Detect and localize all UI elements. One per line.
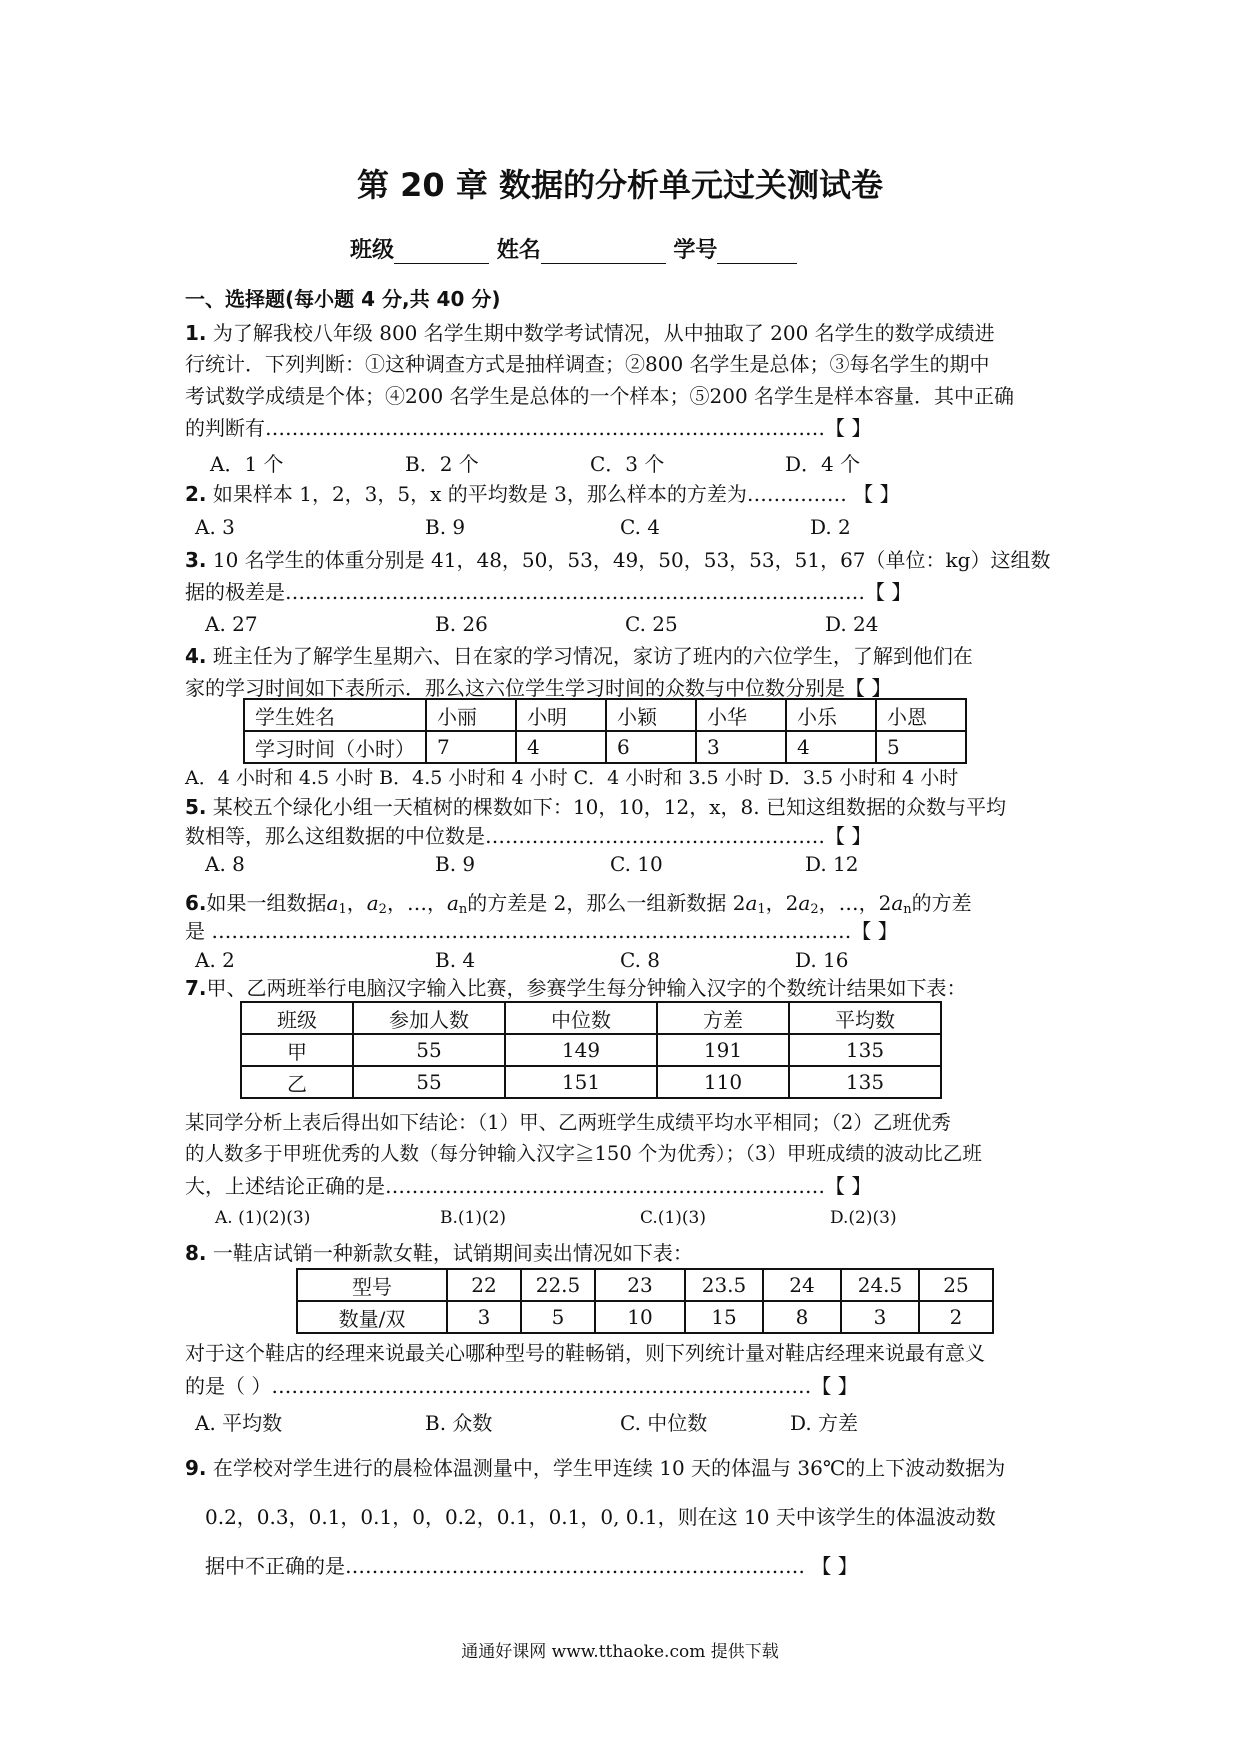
- table-cell: 24: [763, 1269, 841, 1301]
- table-cell: 班级: [241, 1002, 353, 1034]
- question-8-line-1: [185, 1240, 693, 1266]
- table-cell: 6: [606, 731, 696, 763]
- class-blank[interactable]: [394, 239, 489, 264]
- page-footer: 通通好课网 www.tthaoke.com 提供下载: [461, 1642, 779, 1662]
- table-cell: 学生姓名: [244, 699, 426, 731]
- table-cell: 5: [876, 731, 966, 763]
- table-cell: 3: [447, 1301, 521, 1333]
- variable-a: a: [798, 891, 811, 915]
- table-cell: 小乐: [786, 699, 876, 731]
- options-line[interactable]: A．4 小时和 4.5 小时 B．4.5 小时和 4 小时 C．4 小时和 3.5 小时 D．3.5 小时和 4 小时: [185, 767, 959, 789]
- question-1-line-3: 考试数学成绩是个体；④200 名学生是总体的一个样本；⑤200 名学生是样本容量．其中正确: [185, 384, 1015, 408]
- subscript: 1: [338, 902, 347, 917]
- table-cell: 型号: [297, 1269, 447, 1301]
- table-cell: 2: [919, 1301, 993, 1333]
- question-number: 1.: [185, 321, 207, 345]
- table-cell: 151: [505, 1066, 657, 1098]
- table-cell: 3: [841, 1301, 919, 1333]
- question-number: 2.: [185, 482, 207, 506]
- question-5-line-2: 数相等，那么这组数据的中位数是……………………………………………【 】: [185, 824, 872, 848]
- table-cell: 参加人数: [353, 1002, 505, 1034]
- typing-contest-table: [240, 1001, 942, 1099]
- option-c[interactable]: C. 4: [620, 515, 661, 539]
- question-text: 的方差是 2，那么一组新数据 2: [467, 891, 746, 915]
- question-number: 6.: [185, 891, 207, 915]
- question-text: 在学校对学生进行的晨检体温测量中，学生甲连续 10 天的体温与 36℃的上下波动数据为: [212, 1456, 1006, 1480]
- table-cell: 4: [516, 731, 606, 763]
- option-a[interactable]: A. 27: [205, 612, 258, 636]
- option-c[interactable]: C．3 个: [590, 452, 665, 476]
- id-label: 学号: [673, 238, 718, 263]
- question-number: 7.: [185, 976, 207, 1000]
- question-7-line-1: [185, 975, 967, 1001]
- question-7-line-3: 的人数多于甲班优秀的人数（每分钟输入汉字≧150 个为优秀）；（3）甲班成绩的波动比乙班: [185, 1142, 982, 1165]
- table-row: [297, 1301, 993, 1333]
- option-d[interactable]: D. 2: [810, 515, 851, 539]
- subscript: n: [458, 902, 468, 917]
- table-cell: 3: [696, 731, 786, 763]
- ellipsis: …，: [406, 891, 447, 915]
- question-text: 的方差: [911, 891, 972, 915]
- table-row: [241, 1002, 941, 1034]
- question-9-line-1: [185, 1455, 1005, 1481]
- table-cell: 4: [786, 731, 876, 763]
- coefficient: 2: [785, 891, 799, 915]
- question-9-line-2: 0.2，0.3，0.1，0.1，0，0.2，0.1，0.1，0, 0.1，则在这 10 天中该学生的体温波动数: [205, 1505, 996, 1529]
- question-7-line-2: 某同学分析上表后得出如下结论：（1）甲、乙两班学生成绩平均水平相同；（2）乙班优秀: [185, 1111, 951, 1134]
- option-b[interactable]: B. 众数: [425, 1411, 493, 1435]
- option-c[interactable]: C. 25: [625, 612, 678, 636]
- subscript: 2: [810, 902, 819, 917]
- table-cell: 学习时间（小时）: [244, 731, 426, 763]
- subscript: 1: [757, 902, 766, 917]
- table-cell: 135: [789, 1066, 941, 1098]
- option-a[interactable]: A．1 个: [210, 452, 284, 476]
- table-cell: 191: [657, 1034, 789, 1066]
- table-cell: 22.5: [521, 1269, 595, 1301]
- option-b[interactable]: B. 26: [435, 612, 488, 636]
- table-cell: 55: [353, 1034, 505, 1066]
- separator: ，: [818, 891, 839, 915]
- table-cell: 15: [685, 1301, 763, 1333]
- question-3-line-2: 据的极差是……………………………………………………………………………【 】: [185, 580, 912, 604]
- question-6-line-2: 是 ……………………………………………………………………………………【 】: [185, 919, 898, 943]
- option-c[interactable]: C. 10: [610, 852, 663, 876]
- question-number: 5.: [185, 795, 207, 819]
- variable-a: a: [366, 891, 379, 915]
- variable-a: a: [891, 891, 904, 915]
- question-text: 如果一组数据: [206, 891, 327, 915]
- table-cell: 乙: [241, 1066, 353, 1098]
- class-label: 班级: [350, 238, 395, 263]
- question-9-line-3: 据中不正确的是…………………………………………………………… 【 】: [205, 1554, 858, 1578]
- question-text: 甲、乙两班举行电脑汉字输入比赛，参赛学生每分钟输入汉字的个数统计结果如下表：: [206, 976, 967, 1000]
- study-time-table: [243, 698, 967, 764]
- option-b[interactable]: B. 4: [435, 948, 476, 972]
- subscript: 2: [378, 902, 387, 917]
- option-d[interactable]: D．4 个: [785, 452, 861, 476]
- table-row: [297, 1269, 993, 1301]
- question-text: 一鞋店试销一种新款女鞋，试销期间卖出情况如下表：: [212, 1241, 693, 1265]
- name-label: 姓名: [496, 238, 541, 263]
- question-text: 某校五个绿化小组一天植树的棵数如下：10，10，12，x，8. 已知这组数据的众数与平均: [212, 795, 1006, 819]
- page-title: 第 20 章 数据的分析单元过关测试卷: [357, 166, 883, 204]
- table-cell: 110: [657, 1066, 789, 1098]
- option-d[interactable]: D. 12: [805, 852, 859, 876]
- question-text: 为了解我校八年级 800 名学生期中数学考试情况，从中抽取了 200 名学生的数学成绩进: [212, 321, 995, 345]
- table-row: [244, 731, 966, 763]
- option-d[interactable]: D. 16: [795, 948, 849, 972]
- table-cell: 7: [426, 731, 516, 763]
- question-2-line-1: [185, 481, 900, 507]
- option-a[interactable]: A. 3: [195, 515, 235, 539]
- option-d[interactable]: D. 24: [825, 612, 879, 636]
- separator: ，: [386, 891, 407, 915]
- table-cell: 8: [763, 1301, 841, 1333]
- table-cell: 小明: [516, 699, 606, 731]
- subscript: n: [903, 902, 912, 917]
- table-row: [241, 1066, 941, 1098]
- table-cell: 149: [505, 1034, 657, 1066]
- option-a[interactable]: A. (1)(2)(3): [215, 1208, 311, 1228]
- table-row: [241, 1034, 941, 1066]
- table-cell: 22: [447, 1269, 521, 1301]
- variable-a: a: [326, 891, 339, 915]
- table-cell: 23: [595, 1269, 685, 1301]
- name-blank[interactable]: [541, 239, 666, 264]
- table-cell: 小恩: [876, 699, 966, 731]
- table-cell: 5: [521, 1301, 595, 1333]
- table-cell: 24.5: [841, 1269, 919, 1301]
- question-number: 3.: [185, 548, 207, 572]
- question-5-line-1: [185, 794, 1006, 820]
- table-row: [244, 699, 966, 731]
- question-1-line-2: 行统计．下列判断：①这种调查方式是抽样调查；②800 名学生是总体；③每名学生的期中: [185, 352, 990, 376]
- option-c[interactable]: C.(1)(3): [640, 1208, 706, 1228]
- question-text: 如果样本 1，2，3，5，x 的平均数是 3，那么样本的方差为…………… 【 】: [212, 482, 900, 506]
- option-d[interactable]: D.(2)(3): [830, 1208, 897, 1228]
- option-b[interactable]: B．2 个: [405, 452, 479, 476]
- option-a[interactable]: A. 2: [195, 948, 235, 972]
- separator: ，: [346, 891, 367, 915]
- option-b[interactable]: B. 9: [435, 852, 476, 876]
- table-cell: 135: [789, 1034, 941, 1066]
- table-cell: 数量/双: [297, 1301, 447, 1333]
- section-heading: 一、选择题(每小题 4 分,共 40 分): [185, 287, 501, 311]
- id-blank[interactable]: [717, 239, 797, 264]
- table-cell: 小丽: [426, 699, 516, 731]
- table-cell: 甲: [241, 1034, 353, 1066]
- table-cell: 小颖: [606, 699, 696, 731]
- question-text: 班主任为了解学生星期六、日在家的学习情况，家访了班内的六位学生，了解到他们在: [212, 644, 973, 668]
- table-cell: 23.5: [685, 1269, 763, 1301]
- question-number: 9.: [185, 1456, 207, 1480]
- table-cell: 中位数: [505, 1002, 657, 1034]
- question-number: 4.: [185, 644, 207, 668]
- question-8-line-3: 的是（ ）………………………………………………………………………【 】: [185, 1374, 858, 1398]
- option-a[interactable]: A. 8: [205, 852, 245, 876]
- question-1-line-4: 的判断有…………………………………………………………………………【 】: [185, 416, 872, 440]
- option-b[interactable]: B. 9: [425, 515, 466, 539]
- option-c[interactable]: C. 中位数: [620, 1411, 708, 1435]
- student-info-line: [350, 233, 797, 264]
- question-4-line-2: 家的学习时间如下表所示．那么这六位学生学习时间的众数与中位数分别是【 】: [185, 676, 892, 700]
- option-d[interactable]: D. 方差: [790, 1411, 859, 1435]
- variable-a: a: [745, 891, 758, 915]
- table-cell: 小华: [696, 699, 786, 731]
- table-cell: 25: [919, 1269, 993, 1301]
- question-1-line-1: [185, 320, 995, 346]
- table-cell: 方差: [657, 1002, 789, 1034]
- option-b[interactable]: B.(1)(2): [440, 1208, 507, 1228]
- question-7-line-4: 大，上述结论正确的是…………………………………………………………【 】: [185, 1174, 872, 1198]
- separator: ，: [765, 891, 786, 915]
- ellipsis: …，: [838, 891, 879, 915]
- variable-a: a: [446, 891, 459, 915]
- table-cell: 平均数: [789, 1002, 941, 1034]
- question-4-line-1: [185, 643, 973, 669]
- question-text: 10 名学生的体重分别是 41，48，50，53，49，50，53，53，51，67（单位：kg）这组数: [212, 548, 1051, 572]
- question-8-line-2: 对于这个鞋店的经理来说最关心哪种型号的鞋畅销，则下列统计量对鞋店经理来说最有意义: [185, 1341, 985, 1365]
- question-number: 8.: [185, 1241, 207, 1265]
- option-c[interactable]: C. 8: [620, 948, 661, 972]
- coefficient: 2: [878, 891, 892, 915]
- option-a[interactable]: A. 平均数: [195, 1411, 283, 1435]
- table-cell: 55: [353, 1066, 505, 1098]
- table-cell: 10: [595, 1301, 685, 1333]
- shoe-sales-table: [296, 1268, 994, 1334]
- question-3-line-1: [185, 547, 1050, 573]
